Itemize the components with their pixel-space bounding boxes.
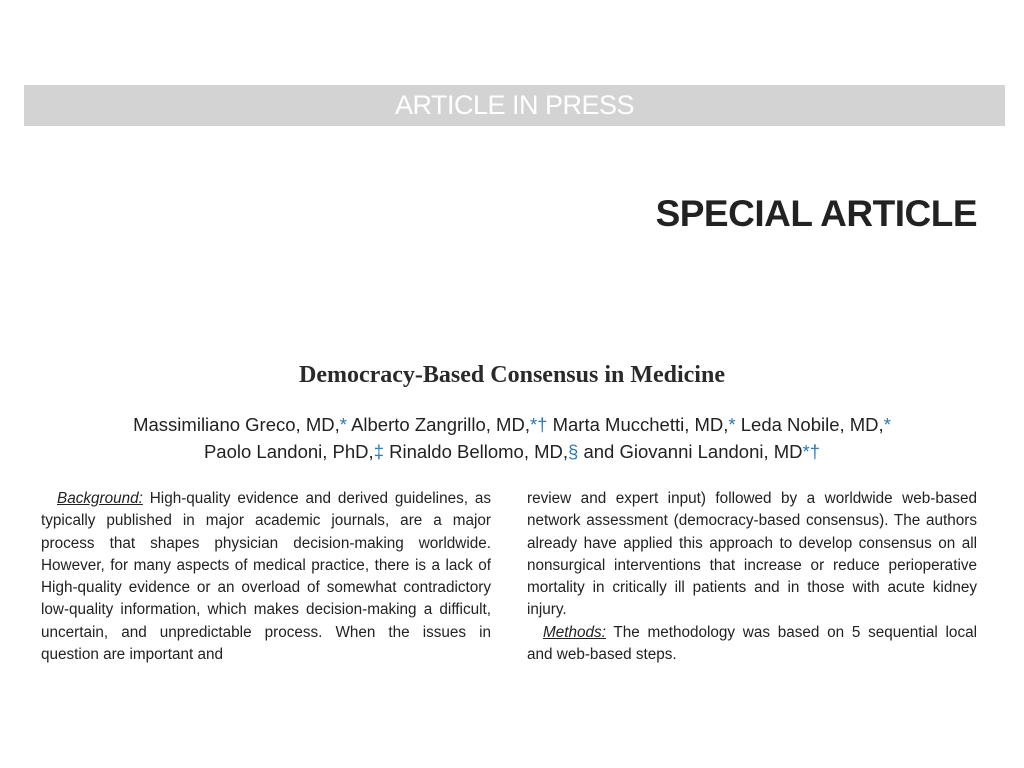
abstract-column-left [41, 488, 491, 666]
affiliation-mark[interactable]: * [339, 414, 347, 435]
background-label: Background: [57, 490, 143, 507]
banner-text: ARTICLE IN PRESS [394, 90, 635, 120]
affiliation-mark[interactable]: *† [802, 441, 821, 462]
methods-label: Methods: [543, 623, 606, 641]
article-title: Democracy-Based Consensus in Medicine [299, 362, 725, 388]
methods-text: The methodology was based on 5 sequential local and web-based steps. [527, 623, 977, 664]
affiliation-mark[interactable]: *† [529, 414, 548, 435]
author-name: Massimiliano Greco, MD, [133, 414, 340, 435]
affiliation-mark[interactable]: * [883, 414, 891, 435]
abstract-column-right [527, 488, 977, 666]
author-line-1 [60, 411, 964, 438]
affiliation-mark[interactable]: ‡ [373, 441, 384, 462]
background-paragraph [41, 488, 491, 666]
affiliation-mark[interactable]: § [568, 441, 579, 462]
author-name: Rinaldo Bellomo, MD, [383, 441, 569, 462]
section-label: SPECIAL ARTICLE [655, 193, 977, 234]
author-list [60, 411, 964, 465]
author-name: Alberto Zangrillo, MD, [346, 414, 530, 435]
background-continuation: review and expert input) followed by a worldwide web-based network assessment (democracy-based consensus). The authors already have applied this approach to develop consensus on all nonsurgical interventions that increase or reduce perioperative mortality in critically ill patients and in those with acute kidney injury. [527, 490, 977, 619]
author-name: Paolo Landoni, PhD, [203, 441, 374, 462]
author-name: and Giovanni Landoni, MD [578, 441, 803, 462]
author-name: Leda Nobile, MD, [735, 414, 884, 435]
author-name: Marta Mucchetti, MD, [547, 414, 729, 435]
article-in-press-banner [24, 85, 1005, 126]
background-text: High-quality evidence and derived guidelines, as typically published in major academic journals, are a major process that shapes physician decision-making worldwide. However, for many aspects of medical practice, there is a lack of High-quality evidence or an overload of somewhat contradictory low-quality information, which makes decision-making a difficult, uncertain, and unpredictable process. When the issues in question are important and [41, 490, 491, 664]
methods-paragraph [527, 622, 977, 667]
author-line-2 [60, 438, 964, 465]
affiliation-mark[interactable]: * [728, 414, 736, 435]
